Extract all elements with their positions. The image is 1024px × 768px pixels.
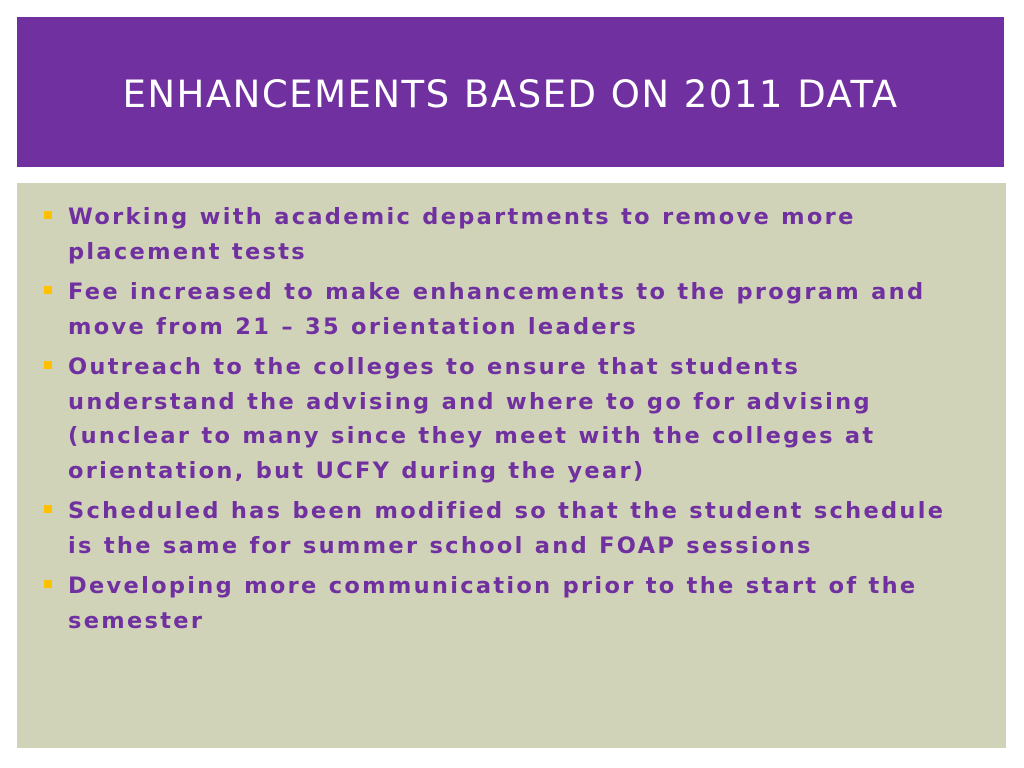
bullet-text: Developing more communication prior to the start of the semester	[68, 573, 918, 634]
square-bullet-icon	[44, 286, 52, 294]
square-bullet-icon	[44, 211, 52, 219]
square-bullet-icon	[44, 505, 52, 513]
slide-title: ENHANCEMENTS BASED ON 2011 DATA	[122, 72, 899, 116]
bullet-text: Outreach to the colleges to ensure that students understand the advising and where to go for advising (unclear to many since they meet with the colleges at orientation, but UCFY during the year)	[68, 354, 876, 484]
bullet-item	[40, 569, 960, 638]
bullet-item	[40, 350, 960, 488]
bullet-item	[40, 200, 960, 269]
bullet-text: Working with academic departments to remove more placement tests	[68, 204, 856, 265]
bullet-text: Fee increased to make enhancements to the program and move from 21 – 35 orientation leaders	[68, 279, 926, 340]
bullet-text: Scheduled has been modified so that the student schedule is the same for summer school and FOAP sessions	[68, 498, 946, 559]
title-band	[17, 17, 1004, 167]
square-bullet-icon	[44, 580, 52, 588]
bullet-item	[40, 275, 960, 344]
bullet-list	[40, 200, 960, 644]
square-bullet-icon	[44, 361, 52, 369]
bullet-item	[40, 494, 960, 563]
